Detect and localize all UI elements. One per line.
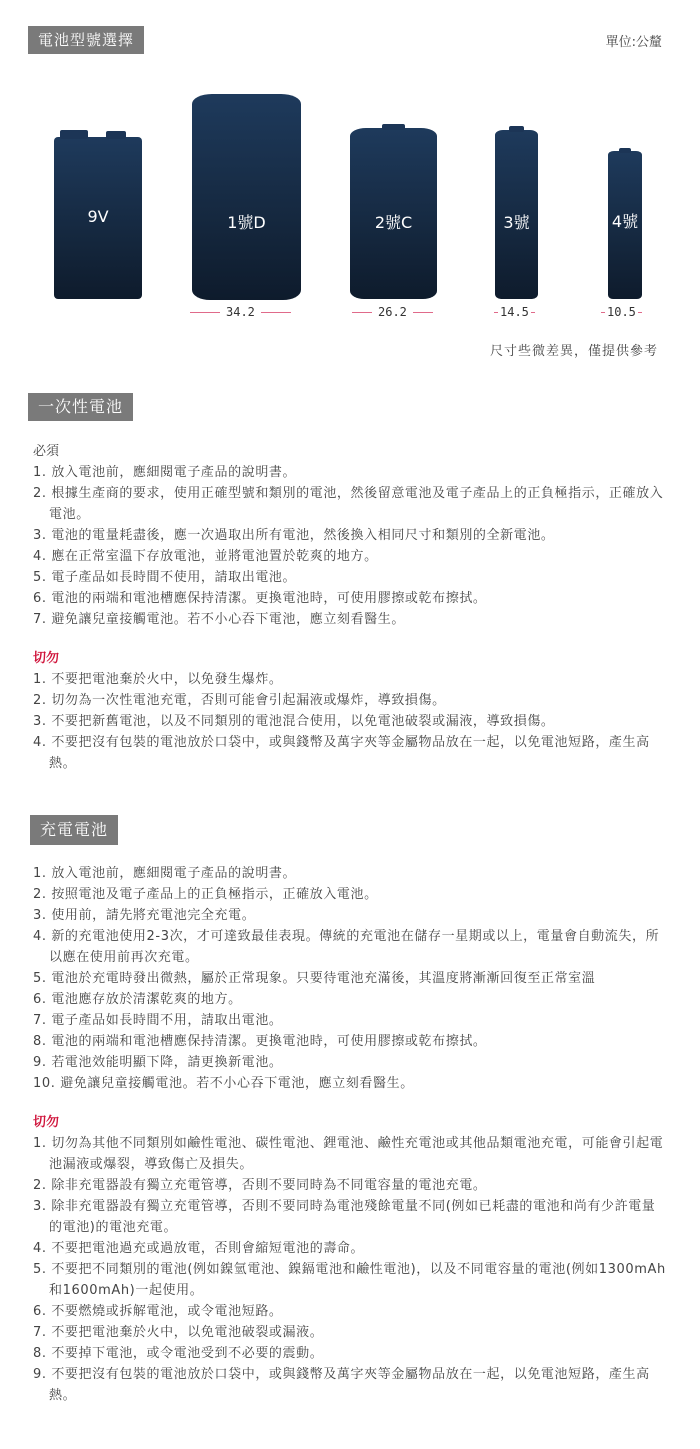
unit-label: 單位:公釐 [605, 35, 662, 50]
list-item: 4. 應在正常室溫下存放電池，並將電池置於乾爽的地方。 [33, 549, 378, 564]
battery-aaa-label: 4號 [611, 212, 639, 231]
list-item: 4. 不要把沒有包裝的電池放於口袋中，或與錢幣及萬字夾等金屬物品放在一起，以免電池短路，產生高熱。 [33, 735, 650, 771]
primary-dont-list [33, 669, 667, 774]
list-item: 8. 電池的兩端和電池槽應保持清潔。更換電池時，可使用膠擦或乾布擦拭。 [33, 1034, 487, 1049]
battery-d [192, 94, 301, 300]
battery-aa [495, 130, 538, 299]
list-item: 9. 若電池效能明顯下降，請更換新電池。 [33, 1055, 283, 1070]
list-item: 1. 放入電池前，應細閱電子產品的說明書。 [33, 866, 297, 881]
list-item: 2. 除非充電器設有獨立充電管導，否則不要同時為不同電容量的電池充電。 [33, 1178, 487, 1193]
list-item: 6. 電池的兩端和電池槽應保持清潔。更換電池時，可使用膠擦或乾布擦拭。 [33, 591, 487, 606]
dimension-c-value: 26.2 [378, 305, 407, 319]
list-item: 3. 除非充電器設有獨立充電管導，否則不要同時為電池殘餘電量不同(例如已耗盡的電池和尚有少許電量的電池)的電池充電。 [33, 1199, 656, 1235]
list-item: 2. 根據生產商的要求，使用正確型號和類別的電池，然後留意電池及電子產品上的正負極指示，正確放入電池。 [33, 486, 664, 522]
dimension-aaa-value: 10.5 [607, 305, 636, 319]
list-item: 2. 切勿為一次性電池充電，否則可能會引起漏液或爆炸，導致損傷。 [33, 693, 446, 708]
dimension-aa-value: 14.5 [500, 305, 529, 319]
list-item: 10. 避免讓兒童接觸電池。若不小心吞下電池，應立刻看醫生。 [33, 1076, 414, 1091]
battery-d-label: 1號D [227, 213, 266, 232]
list-item: 3. 電池的電量耗盡後，應一次過取出所有電池，然後換入相同尺寸和類別的全新電池。 [33, 528, 555, 543]
list-item: 7. 避免讓兒童接觸電池。若不小心吞下電池，應立刻看醫生。 [33, 612, 405, 627]
list-item: 5. 電池於充電時發出微熱，屬於正常現象。只要待電池充滿後，其溫度將漸漸回復至正常室溫 [33, 971, 596, 986]
list-item: 3. 不要把新舊電池，以及不同類別的電池混合使用，以免電池破裂或漏液，導致損傷。 [33, 714, 555, 729]
primary-battery-tag: 一次性電池 [28, 393, 133, 421]
primary-must-heading: 必須 [33, 444, 60, 459]
list-item: 4. 不要把電池過充或過放電，否則會縮短電池的壽命。 [33, 1241, 365, 1256]
list-item: 1. 切勿為其他不同類別如鹼性電池、碳性電池、鋰電池、鹼性充電池或其他品類電池充電，可能會引起電池漏液或爆裂，導致傷亡及損失。 [33, 1136, 664, 1172]
list-item: 9. 不要把沒有包裝的電池放於口袋中，或與錢幣及萬字夾等金屬物品放在一起，以免電池短路，產生高熱。 [33, 1367, 650, 1403]
battery-9v-terminal [60, 130, 88, 139]
battery-aaa-terminal [619, 148, 631, 153]
list-item: 8. 不要掉下電池，或令電池受到不必要的震動。 [33, 1346, 324, 1361]
primary-battery-section [33, 441, 667, 774]
list-item: 6. 電池應存放於清潔乾爽的地方。 [33, 992, 242, 1007]
primary-dont-heading: 切勿 [33, 651, 60, 666]
list-item: 2. 按照電池及電子產品上的正負極指示，正確放入電池。 [33, 887, 378, 902]
battery-9v-label: 9V [87, 207, 109, 226]
primary-must-list [33, 462, 667, 630]
dimension-c [352, 305, 433, 319]
list-item: 3. 使用前，請先將充電池完全充電。 [33, 908, 256, 923]
rechargeable-battery-tag: 充電電池 [30, 815, 118, 845]
dimension-d [190, 305, 291, 319]
battery-c [350, 128, 437, 299]
battery-aa-terminal [509, 126, 524, 132]
dimension-aaa [601, 305, 642, 319]
battery-9v-terminal [106, 131, 126, 139]
battery-c-label: 2號C [374, 213, 413, 232]
battery-c-terminal [382, 124, 405, 130]
dimension-d-value: 34.2 [226, 305, 255, 319]
size-disclaimer: 尺寸些微差異，僅提供參考 [489, 344, 658, 359]
list-item: 5. 電子產品如長時間不使用，請取出電池。 [33, 570, 297, 585]
list-item: 4. 新的充電池使用2-3次，才可達致最佳表現。傳統的充電池在儲存一星期或以上，電量會自動流失，所以應在使用前再次充電。 [33, 929, 660, 965]
list-item: 1. 不要把電池棄於火中，以免發生爆炸。 [33, 672, 283, 687]
battery-aaa [608, 151, 642, 299]
battery-aa-label: 3號 [503, 213, 530, 232]
rechargeable-dont-list [33, 1133, 667, 1406]
list-item: 1. 放入電池前，應細閱電子產品的說明書。 [33, 465, 297, 480]
battery-model-select-tag: 電池型號選擇 [28, 26, 144, 54]
battery-9v [54, 137, 142, 299]
rechargeable-battery-section [33, 863, 667, 1406]
rechargeable-dont-heading: 切勿 [33, 1115, 60, 1130]
list-item: 7. 不要把電池棄於火中，以免電池破裂或漏液。 [33, 1325, 324, 1340]
battery-size-chart [0, 85, 700, 330]
rechargeable-must-list [33, 863, 667, 1094]
dimension-aa [494, 305, 535, 319]
list-item: 5. 不要把不同類別的電池(例如鎳氫電池、鎳鎘電池和鹼性電池)，以及不同電容量的電池(例如1300mAh和1600mAh)一起使用。 [33, 1262, 666, 1298]
list-item: 6. 不要燃燒或拆解電池，或令電池短路。 [33, 1304, 283, 1319]
list-item: 7. 電子產品如長時間不用，請取出電池。 [33, 1013, 283, 1028]
